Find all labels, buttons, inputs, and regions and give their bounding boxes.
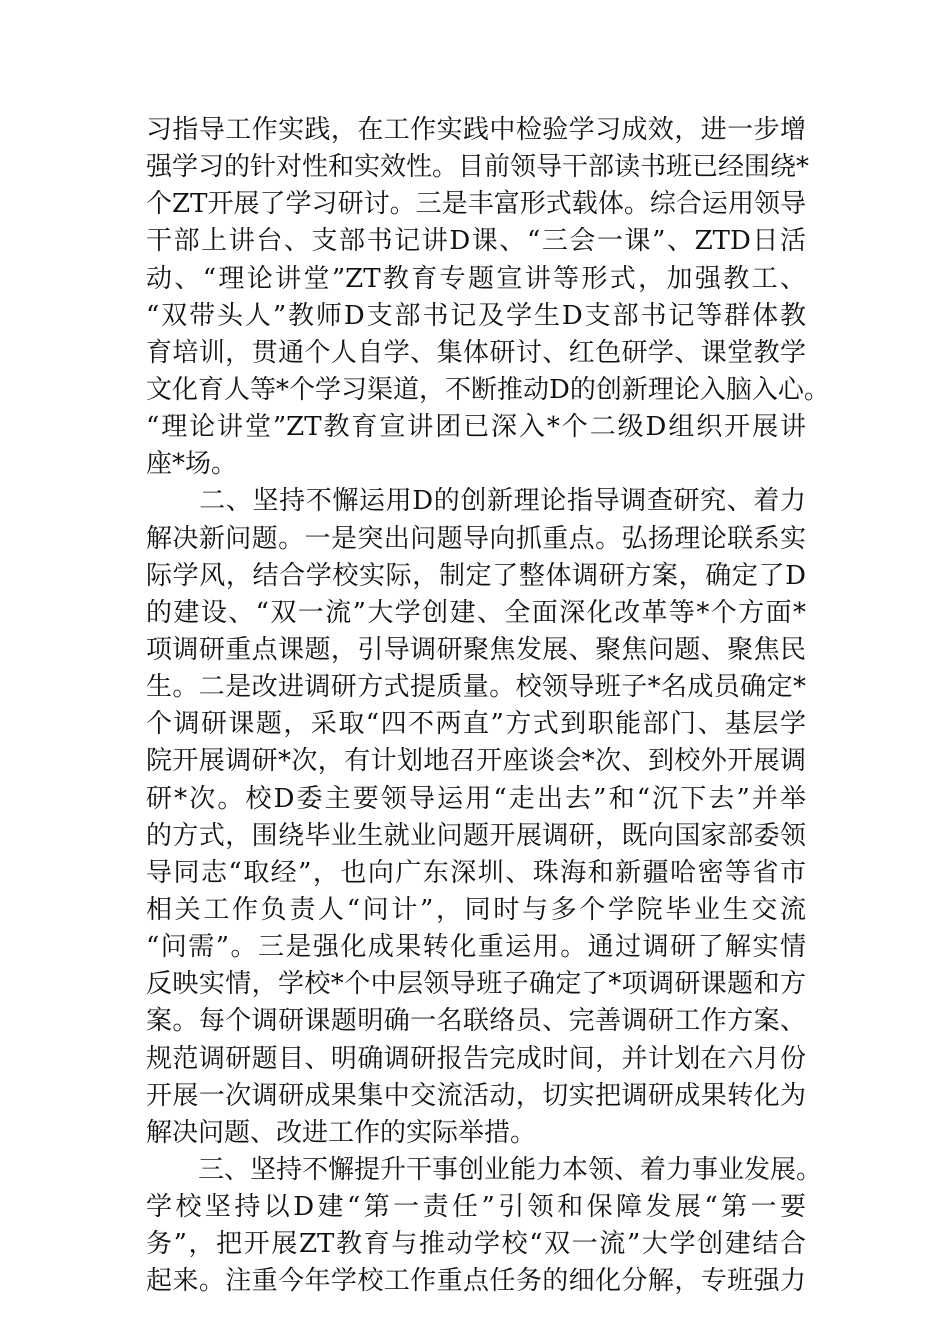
- text-line: 个ZT开展了学习研讨。三是丰富形式载体。综合运用领导: [146, 189, 806, 220]
- text-line: 际学风，结合学校实际，制定了整体调研方案，确定了D: [146, 560, 806, 591]
- text-line: 反映实情，学校*个中层领导班子确定了*项调研课题和方: [146, 969, 806, 1000]
- section-heading-line: 三、坚持不懈提升干事创业能力本领、着力事业发展。: [146, 1154, 823, 1185]
- text-line: 强学习的针对性和实效性。目前领导干部读书班已经围绕*: [146, 152, 810, 183]
- text-line: 育培训，贯通个人自学、集体研讨、红色研学、课堂教学: [146, 337, 806, 368]
- text-line: “双带头人”教师D支部书记及学生D支部书记等群体教: [146, 300, 806, 331]
- section-heading-line: 二、坚持不懈运用D的创新理论指导调查研究、着力: [146, 486, 806, 517]
- text-line: 开展一次调研成果集中交流活动，切实把调研成果转化为: [146, 1080, 806, 1111]
- text-line: “问需”。三是强化成果转化重运用。通过调研了解实情: [146, 932, 806, 963]
- text-line: 学校坚持以D建“第一责任”引领和保障发展“第一要: [146, 1192, 806, 1223]
- text-line: 干部上讲台、支部书记讲D课、“三会一课”、ZTD日活: [146, 226, 806, 257]
- text-line: 项调研重点课题，引导调研聚焦发展、聚焦问题、聚焦民: [146, 634, 806, 665]
- text-line: 个调研课题，采取“四不两直”方式到职能部门、基层学: [146, 709, 806, 740]
- text-line: 院开展调研*次，有计划地召开座谈会*次、到校外开展调: [146, 746, 806, 777]
- text-line: 研*次。校D委主要领导运用“走出去”和“沉下去”并举: [146, 783, 806, 814]
- text-line: 的方式，围绕毕业生就业问题开展调研，既向国家部委领: [146, 820, 806, 851]
- text-line: 解决新问题。一是突出问题导向抓重点。弘扬理论联系实: [146, 523, 806, 554]
- text-line: 座*场。: [146, 449, 238, 480]
- text-line: 规范调研题目、明确调研报告完成时间，并计划在六月份: [146, 1043, 806, 1074]
- text-line: 导同志“取经”，也向广东深圳、珠海和新疆哈密等省市: [146, 857, 806, 888]
- document-body: [146, 112, 830, 1301]
- text-line: 相关工作负责人“问计”，同时与多个学院毕业生交流: [146, 894, 806, 925]
- text-line: 起来。注重今年学校工作重点任务的细化分解，专班强力: [146, 1266, 806, 1297]
- text-line: 解决问题、改进工作的实际举措。: [146, 1117, 537, 1148]
- text-line: 习指导工作实践，在工作实践中检验学习成效，进一步增: [146, 115, 806, 145]
- text-line: 生。二是改进调研方式提质量。校领导班子*名成员确定*: [146, 672, 806, 703]
- text-line: 动、“理论讲堂”ZT教育专题宣讲等形式，加强教工、: [146, 263, 806, 294]
- text-line: “理论讲堂”ZT教育宣讲团已深入*个二级D组织开展讲: [146, 412, 806, 443]
- text-line: 文化育人等*个学习渠道，不断推动D的创新理论入脑入心。: [146, 374, 830, 405]
- text-line: 案。每个调研课题明确一名联络员、完善调研工作方案、: [146, 1006, 806, 1037]
- text-line: 的建设、“双一流”大学创建、全面深化改革等*个方面*: [146, 597, 806, 628]
- text-line: 务”，把开展ZT教育与推动学校“双一流”大学创建结合: [146, 1229, 806, 1260]
